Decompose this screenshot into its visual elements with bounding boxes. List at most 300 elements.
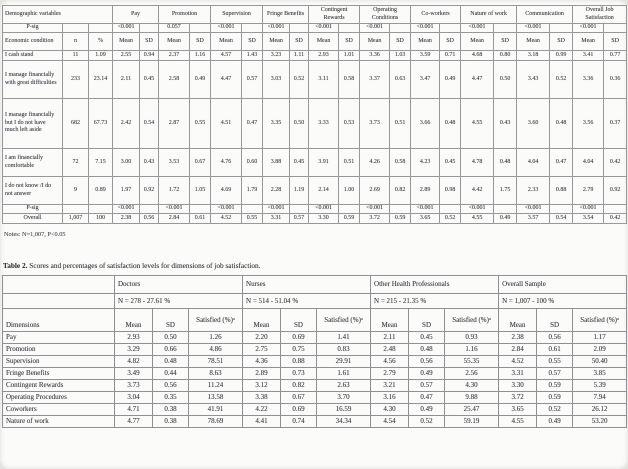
cell: 0.47 — [550, 149, 573, 177]
empty-cell — [290, 24, 309, 33]
cell: I manage financially with great difficulties — [3, 61, 63, 99]
cell: 1.41 — [317, 332, 371, 344]
cell: 4.54 — [371, 416, 409, 428]
cell: 233 — [63, 61, 89, 99]
empty-cell — [242, 24, 263, 33]
cell: I cash stand — [3, 51, 63, 61]
cell: 3.72 — [499, 392, 537, 404]
cell: 2.93 — [309, 51, 339, 61]
cell: 0.36 — [604, 61, 627, 99]
cell: 2.93 — [115, 332, 153, 344]
cell: 4.71 — [115, 404, 153, 416]
cell: Mean — [211, 33, 242, 51]
cell: SD — [550, 33, 573, 51]
cell: 0.82 — [281, 380, 317, 392]
cell: <0.001 — [461, 205, 494, 214]
cell: 1.00 — [339, 177, 360, 205]
cell: 2.14 — [309, 177, 339, 205]
cell: 3.66 — [411, 99, 440, 149]
cell: 7.15 — [89, 149, 113, 177]
cell: 2.79 — [371, 368, 409, 380]
cell: 0.49 — [409, 404, 445, 416]
empty-cell — [63, 24, 89, 33]
cell: Satisfied (%)ᵃ — [573, 309, 627, 332]
cell: 0.51 — [339, 149, 360, 177]
table1-data-row — [3, 51, 627, 61]
cell: 0.75 — [281, 344, 317, 356]
cell: 1.97 — [113, 177, 140, 205]
cell: 3.65 — [411, 214, 440, 224]
cell: <0.001 — [411, 205, 440, 214]
cell: 2.89 — [243, 368, 281, 380]
cell: 3.38 — [243, 392, 281, 404]
cell: 2.37 — [159, 51, 190, 61]
cell: 3.43 — [517, 61, 550, 99]
cell: 0.93 — [445, 332, 499, 344]
cell: 0.61 — [190, 214, 211, 224]
cell: 0.67 — [190, 149, 211, 177]
cell: 3.33 — [309, 99, 339, 149]
cell: 3.37 — [360, 61, 390, 99]
cell: 0.55 — [190, 99, 211, 149]
cell: Nurses — [243, 276, 371, 294]
cell: 0.57 — [537, 368, 573, 380]
cell: 4.42 — [461, 177, 494, 205]
empty-cell — [63, 205, 89, 214]
cell: 4.57 — [211, 51, 242, 61]
cell: 0.83 — [317, 344, 371, 356]
cell: 5.39 — [573, 380, 627, 392]
cell: Mean — [517, 33, 550, 51]
cell: 2.42 — [113, 99, 140, 149]
cell: 4.52 — [211, 214, 242, 224]
cell: 0.52 — [537, 404, 573, 416]
cell: 41.91 — [189, 404, 243, 416]
cell: % — [89, 33, 113, 51]
cell: Nature of work — [3, 416, 115, 428]
cell: I am financially comfortable — [3, 149, 63, 177]
cell: Fringe Benefits — [3, 368, 115, 380]
cell: 1.26 — [189, 332, 243, 344]
cell: 0.49 — [537, 416, 573, 428]
cell: 16.59 — [317, 404, 371, 416]
cell: 2.79 — [573, 177, 604, 205]
cell: 3.41 — [573, 51, 604, 61]
empty-cell — [290, 205, 309, 214]
cell: 0.50 — [153, 332, 189, 344]
cell: 0.69 — [281, 404, 317, 416]
cell: 0.42 — [604, 214, 627, 224]
cell: 4.30 — [445, 380, 499, 392]
cell: 1.05 — [190, 177, 211, 205]
cell: 0.61 — [537, 344, 573, 356]
cell: Contingent Rewards — [3, 380, 115, 392]
cell: 3.21 — [371, 380, 409, 392]
cell: 0.52 — [550, 61, 573, 99]
cell: 0.43 — [494, 99, 517, 149]
empty-cell — [89, 205, 113, 214]
empty-cell — [339, 24, 360, 33]
cell: 3.18 — [517, 51, 550, 61]
empty-cell — [604, 205, 627, 214]
cell: 0.56 — [140, 214, 159, 224]
cell: 4.51 — [211, 99, 242, 149]
cell: 3.47 — [411, 61, 440, 99]
cell: N = 514 - 51.04 % — [243, 294, 371, 309]
cell: 0.69 — [281, 332, 317, 344]
empty-cell — [3, 294, 115, 309]
cell: SD — [409, 309, 445, 332]
cell: 0.45 — [440, 149, 461, 177]
empty-cell — [89, 24, 113, 33]
table1-psig-top-row — [3, 24, 627, 33]
cell: 1.03 — [390, 51, 411, 61]
empty-cell — [550, 24, 573, 33]
cell: <0.001 — [113, 205, 140, 214]
cell: 0.45 — [409, 332, 445, 344]
cell: Satisfied (%)ᵃ — [189, 309, 243, 332]
cell: 0.98 — [440, 177, 461, 205]
empty-cell — [242, 205, 263, 214]
cell: 2.11 — [113, 61, 140, 99]
cell: 3.56 — [573, 99, 604, 149]
cell: 0.47 — [242, 99, 263, 149]
cell: 1.72 — [159, 177, 190, 205]
cell: 0.60 — [242, 149, 263, 177]
cell: Promotion — [3, 344, 115, 356]
cell: 8.63 — [189, 368, 243, 380]
cell: 0.58 — [390, 149, 411, 177]
cell: SD — [604, 33, 627, 51]
cell: P-sig — [3, 24, 63, 33]
cell: Overall Job Satisfaction — [573, 6, 627, 24]
cell: <0.001 — [573, 205, 604, 214]
cell: SD — [153, 309, 189, 332]
cell: 3.57 — [517, 214, 550, 224]
cell: 3.31 — [263, 214, 290, 224]
cell: 3.04 — [115, 392, 153, 404]
cell: 0.57 — [409, 380, 445, 392]
table1-overall-row — [3, 214, 627, 224]
cell: 4.47 — [461, 61, 494, 99]
cell: 4.86 — [189, 344, 243, 356]
cell: 2.75 — [243, 344, 281, 356]
cell: Supervision — [3, 356, 115, 368]
cell: 0.92 — [604, 177, 627, 205]
cell: Mean — [263, 33, 290, 51]
cell: 0.88 — [550, 177, 573, 205]
cell: 34.34 — [317, 416, 371, 428]
cell: 1.16 — [190, 51, 211, 61]
cell: 0.99 — [550, 51, 573, 61]
cell: 0.51 — [390, 99, 411, 149]
cell: 3.73 — [360, 99, 390, 149]
empty-cell — [604, 24, 627, 33]
cell: 2.11 — [371, 332, 409, 344]
cell: 0.56 — [409, 356, 445, 368]
cell: 3.23 — [263, 51, 290, 61]
cell: Supervision — [211, 6, 263, 24]
empty-cell — [494, 24, 517, 33]
cell: Communication — [517, 6, 573, 24]
table1-data-row — [3, 99, 627, 149]
cell: 100 — [89, 214, 113, 224]
cell: 0.54 — [140, 99, 159, 149]
empty-cell — [140, 24, 159, 33]
cell: 3.60 — [517, 99, 550, 149]
cell: 7.94 — [573, 392, 627, 404]
cell: 0.52 — [440, 214, 461, 224]
cell: 4.23 — [411, 149, 440, 177]
table2-data-row — [3, 332, 627, 344]
cell: 682 — [63, 99, 89, 149]
cell: Mean — [411, 33, 440, 51]
cell: 55.35 — [445, 356, 499, 368]
cell: 3.91 — [309, 149, 339, 177]
cell: 0.50 — [494, 61, 517, 99]
cell: 3.36 — [360, 51, 390, 61]
cell: 0.56 — [153, 380, 189, 392]
cell: 26.12 — [573, 404, 627, 416]
cell: 0.58 — [339, 61, 360, 99]
cell: 0.80 — [494, 51, 517, 61]
cell: 0.35 — [153, 392, 189, 404]
cell: Doctors — [115, 276, 243, 294]
cell: Mean — [573, 33, 604, 51]
cell: 4.78 — [461, 149, 494, 177]
cell: SD — [242, 33, 263, 51]
cell: Operating Procedures — [3, 392, 115, 404]
cell: 0.49 — [494, 214, 517, 224]
cell: 3.29 — [115, 344, 153, 356]
cell: 0.43 — [140, 149, 159, 177]
cell: 2.84 — [159, 214, 190, 224]
cell: SD — [281, 309, 317, 332]
cell: 4.55 — [461, 214, 494, 224]
empty-cell — [190, 205, 211, 214]
cell: 2.63 — [317, 380, 371, 392]
cell: Mean — [309, 33, 339, 51]
cell: 67.73 — [89, 99, 113, 149]
cell: 3.88 — [263, 149, 290, 177]
cell: 0.44 — [153, 368, 189, 380]
table2-caption-text: Scores and percentages of satisfaction levels for dimensions of job satisfaction. — [29, 261, 261, 270]
cell: 0.42 — [604, 149, 627, 177]
cell: 0.92 — [140, 177, 159, 205]
table1-group-header-row — [3, 6, 627, 24]
cell: Co-workers — [411, 6, 461, 24]
cell: 3.35 — [263, 99, 290, 149]
cell: 0.57 — [242, 61, 263, 99]
cell: 0.73 — [281, 368, 317, 380]
cell: 2.38 — [499, 332, 537, 344]
table1-demographics-job-satisfaction — [2, 5, 627, 224]
cell: N = 278 - 27.61 % — [115, 294, 243, 309]
cell: 53.20 — [573, 416, 627, 428]
cell: 3.85 — [573, 368, 627, 380]
cell: Mean — [115, 309, 153, 332]
cell: 0.67 — [281, 392, 317, 404]
cell: 4.69 — [211, 177, 242, 205]
cell: 0.52 — [290, 61, 309, 99]
cell: 0.50 — [290, 99, 309, 149]
cell: Overall Sample — [499, 276, 627, 294]
cell: 0.48 — [153, 356, 189, 368]
cell: <0.001 — [159, 205, 190, 214]
cell: SD — [140, 33, 159, 51]
cell: Coworkers — [3, 404, 115, 416]
cell: 0.49 — [440, 61, 461, 99]
cell: 0.56 — [537, 332, 573, 344]
cell: N = 1,007 - 100 % — [499, 294, 627, 309]
cell: 2.38 — [113, 214, 140, 224]
table2-data-row — [3, 416, 627, 428]
cell: 4.22 — [243, 404, 281, 416]
cell: 1.61 — [317, 368, 371, 380]
cell: Promotion — [159, 6, 211, 24]
cell: 0.55 — [242, 214, 263, 224]
cell: 3.36 — [573, 61, 604, 99]
cell: 1.79 — [242, 177, 263, 205]
cell: <0.001 — [360, 205, 390, 214]
cell: <0.001 — [360, 24, 390, 33]
cell: 3.31 — [499, 368, 537, 380]
cell: SD — [494, 33, 517, 51]
cell: 3.70 — [317, 392, 371, 404]
cell: 0.47 — [409, 392, 445, 404]
cell: 1.11 — [290, 51, 309, 61]
cell: <0.001 — [211, 205, 242, 214]
cell: 0.74 — [281, 416, 317, 428]
cell: <0.001 — [309, 24, 339, 33]
cell: 0.66 — [153, 344, 189, 356]
cell: 1.16 — [445, 344, 499, 356]
table1-data-row — [3, 177, 627, 205]
cell: SD — [440, 33, 461, 51]
cell: 1,007 — [63, 214, 89, 224]
cell: 0.38 — [153, 416, 189, 428]
cell: 0.59 — [537, 392, 573, 404]
cell: SD — [290, 33, 309, 51]
cell: 2.84 — [499, 344, 537, 356]
cell: 72 — [63, 149, 89, 177]
cell: 2.09 — [573, 344, 627, 356]
cell: 0.49 — [409, 368, 445, 380]
cell: 23.14 — [89, 61, 113, 99]
cell: 4.04 — [517, 149, 550, 177]
cell: 1.75 — [494, 177, 517, 205]
empty-cell — [390, 24, 411, 33]
cell: 4.68 — [461, 51, 494, 61]
cell: 25.47 — [445, 404, 499, 416]
cell: 0.54 — [550, 214, 573, 224]
cell: 4.36 — [243, 356, 281, 368]
cell: 3.30 — [309, 214, 339, 224]
cell: <0.001 — [517, 24, 550, 33]
cell: Mean — [371, 309, 409, 332]
cell: Mean — [243, 309, 281, 332]
cell: 1.09 — [89, 51, 113, 61]
cell: 2.56 — [445, 368, 499, 380]
cell: <0.001 — [263, 205, 290, 214]
cell: 0.94 — [140, 51, 159, 61]
table2-caption — [3, 261, 628, 270]
cell: <0.001 — [309, 205, 339, 214]
cell: 3.59 — [411, 51, 440, 61]
cell: 3.00 — [113, 149, 140, 177]
empty-cell — [440, 205, 461, 214]
cell: 0.82 — [390, 177, 411, 205]
cell: Pay — [3, 332, 115, 344]
empty-cell — [550, 205, 573, 214]
cell: 0.45 — [140, 61, 159, 99]
cell: 3.30 — [499, 380, 537, 392]
empty-cell — [190, 24, 211, 33]
cell: 0.88 — [281, 356, 317, 368]
cell: 0.55 — [537, 356, 573, 368]
cell: 4.26 — [360, 149, 390, 177]
cell: 3.49 — [115, 368, 153, 380]
cell: 0.59 — [537, 380, 573, 392]
cell: 3.16 — [371, 392, 409, 404]
cell: 0.89 — [89, 177, 113, 205]
cell: 0.057 — [159, 24, 190, 33]
cell: Satisfied (%)ᵃ — [317, 309, 371, 332]
table2-n-row — [3, 294, 627, 309]
table2-caption-label: Table 2. — [3, 261, 28, 270]
cell: I do not know /I do not answer — [3, 177, 63, 205]
cell: 0.63 — [390, 61, 411, 99]
cell: Pay — [113, 6, 159, 24]
cell: <0.001 — [517, 205, 550, 214]
cell: 1.43 — [242, 51, 263, 61]
cell: 4.77 — [115, 416, 153, 428]
cell: 78.51 — [189, 356, 243, 368]
cell: 4.47 — [211, 61, 242, 99]
cell: Contingent Rewards — [309, 6, 360, 24]
cell: 0.59 — [339, 214, 360, 224]
empty-cell — [339, 205, 360, 214]
cell: 2.33 — [517, 177, 550, 205]
cell: SD — [390, 33, 411, 51]
table2-data-row — [3, 356, 627, 368]
table2-data-row — [3, 404, 627, 416]
cell: SD — [339, 33, 360, 51]
cell: Operating Conditions — [360, 6, 411, 24]
cell: 1.19 — [290, 177, 309, 205]
cell: 29.91 — [317, 356, 371, 368]
cell: Mean — [360, 33, 390, 51]
cell: 3.72 — [360, 214, 390, 224]
table2-data-row — [3, 368, 627, 380]
cell: Other Health Professionals — [371, 276, 499, 294]
cell: <0.001 — [411, 24, 440, 33]
table1-note: Notes: N=1,007, P<0.05 — [4, 231, 66, 238]
cell: 4.56 — [371, 356, 409, 368]
cell: 4.55 — [461, 99, 494, 149]
cell: 3.73 — [115, 380, 153, 392]
cell: 2.48 — [371, 344, 409, 356]
cell: 3.12 — [243, 380, 281, 392]
cell: 4.52 — [499, 356, 537, 368]
cell: 2.55 — [113, 51, 140, 61]
cell: Nature of work — [461, 6, 517, 24]
cell: 0.48 — [550, 99, 573, 149]
empty-cell — [494, 205, 517, 214]
cell: 4.04 — [573, 149, 604, 177]
cell: 2.89 — [411, 177, 440, 205]
cell: Economic condition — [3, 33, 63, 51]
